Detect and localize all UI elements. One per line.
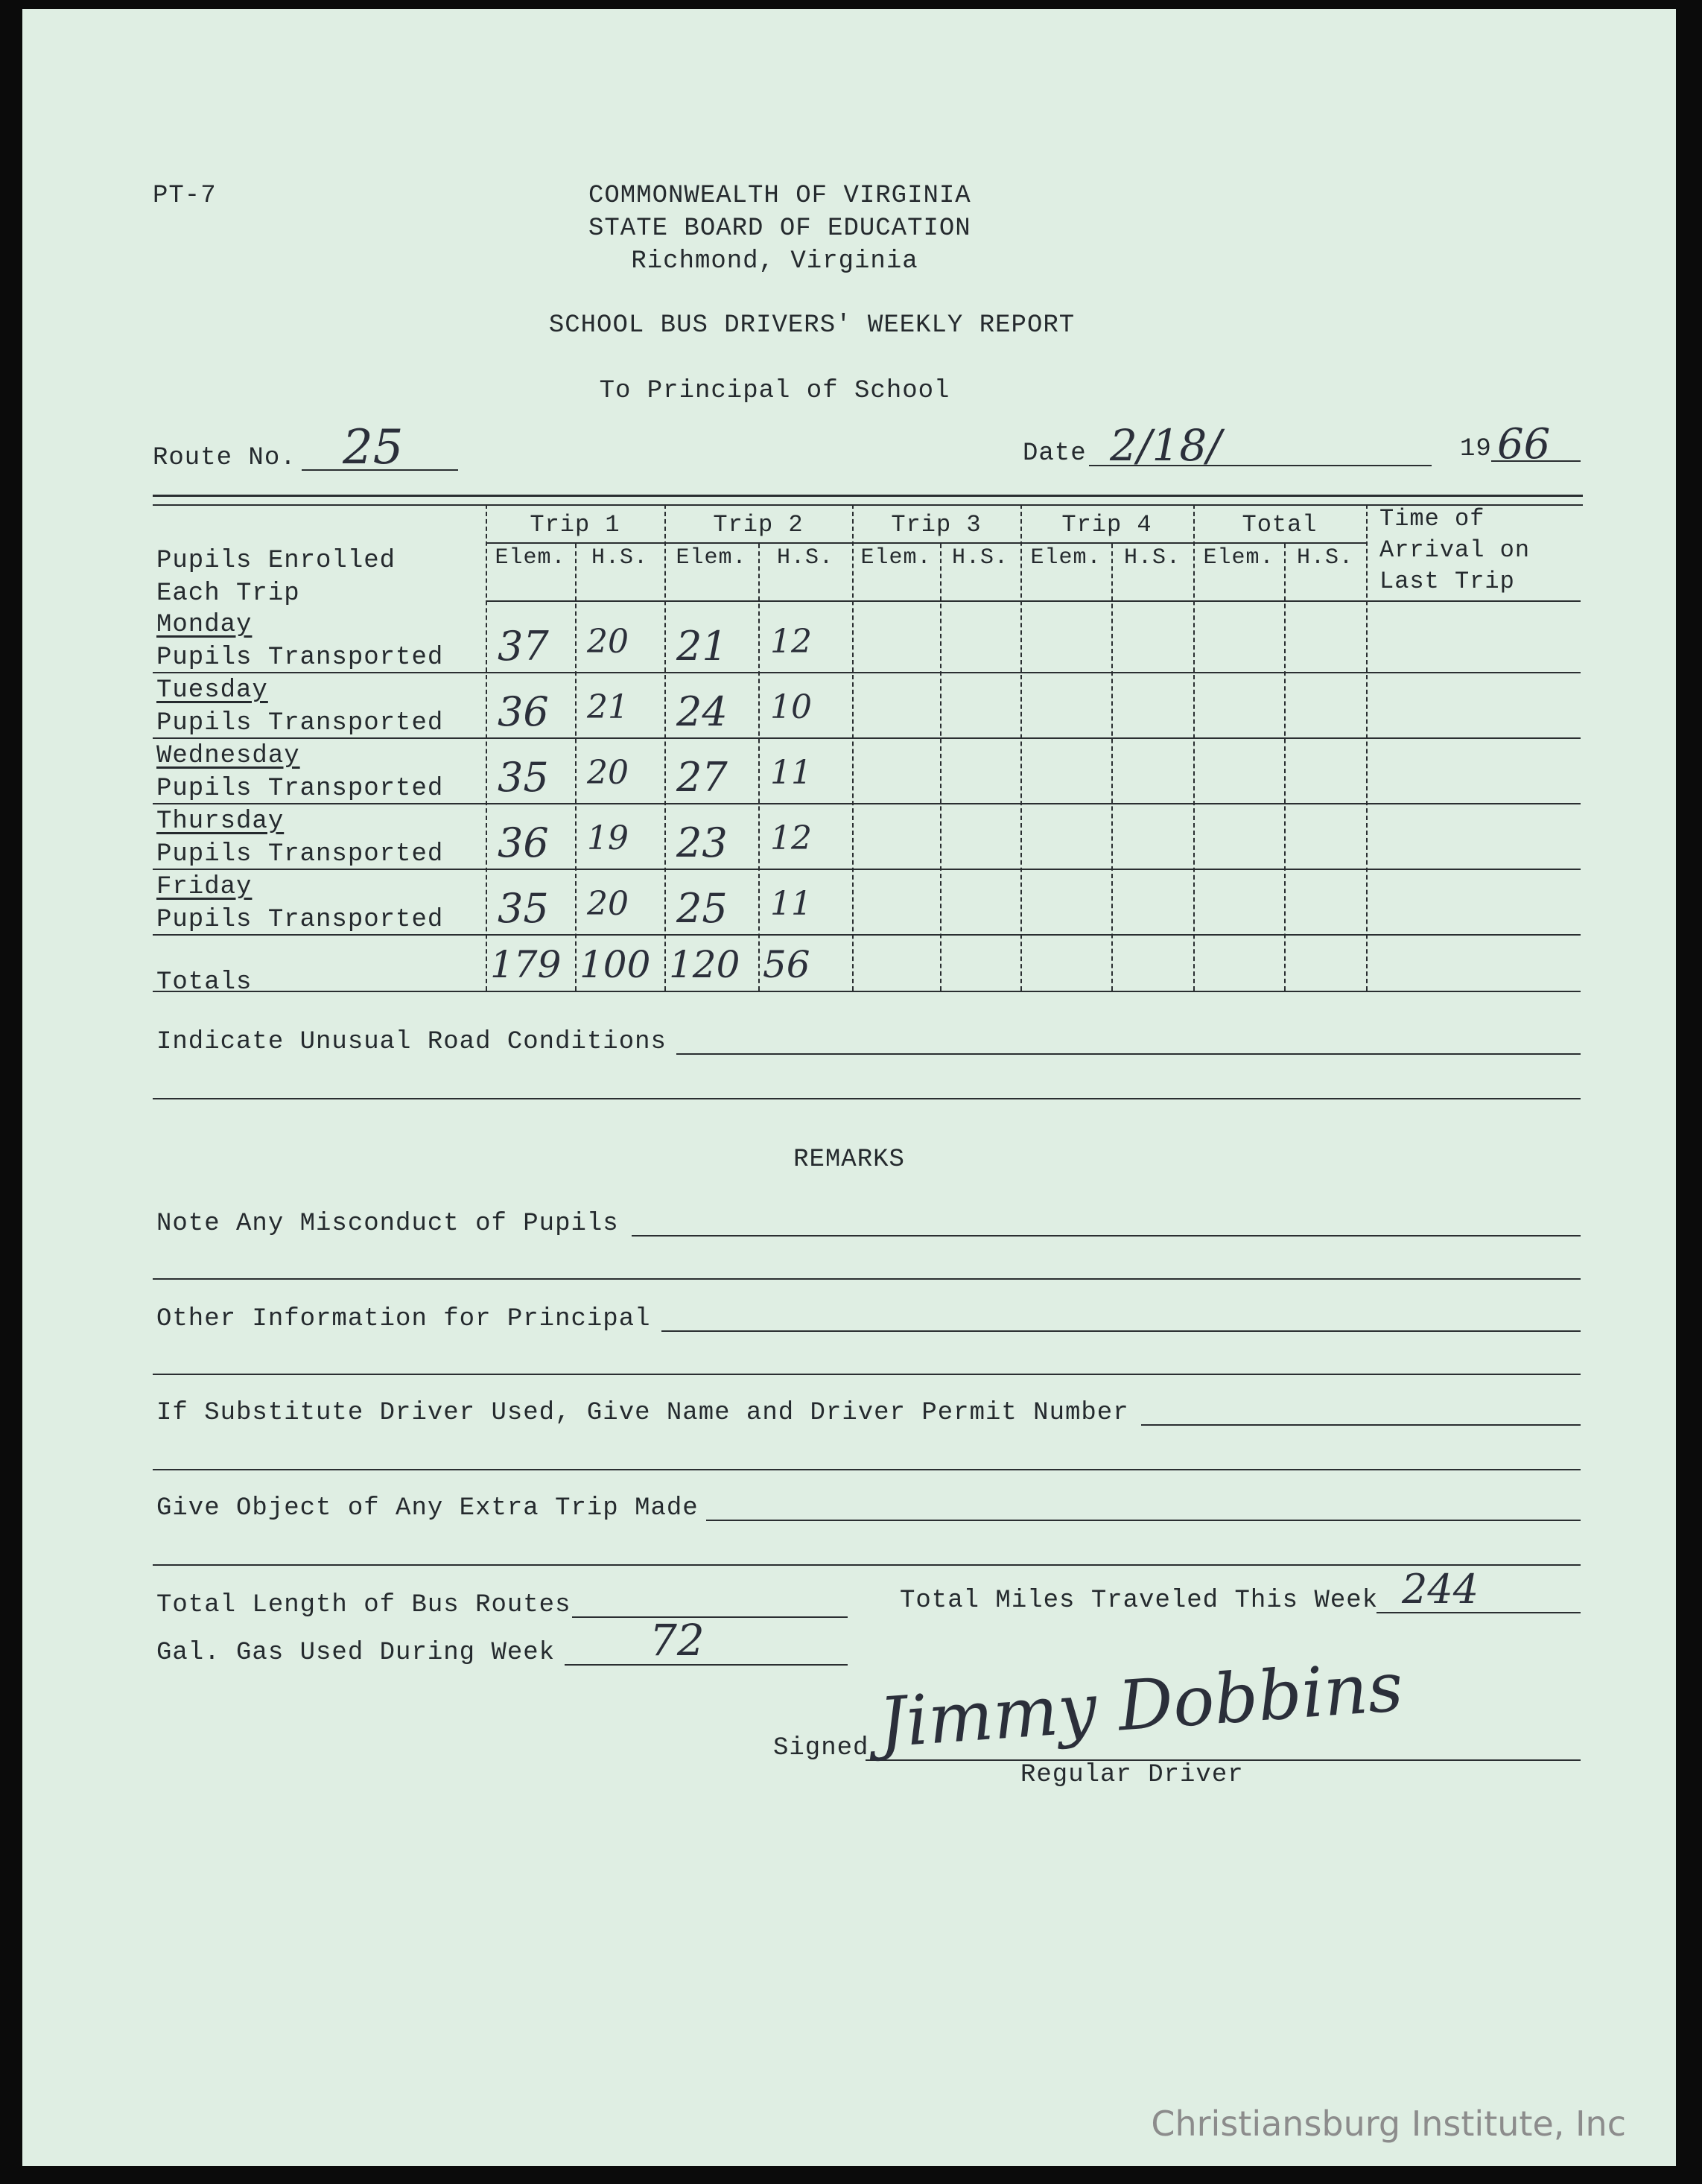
pupil-count-cell: 20 (587, 754, 629, 792)
road-conditions-line[interactable] (676, 1053, 1581, 1055)
route-label: Route No. (153, 444, 296, 472)
pupil-count-cell: 35 (498, 885, 549, 932)
substitute-label: If Substitute Driver Used, Give Name and Driver Permit Number (156, 1399, 1129, 1427)
date-value: 2/18/ (1110, 420, 1222, 471)
sub-header-cell: H.S. (776, 545, 833, 571)
signed-label: Signed (773, 1734, 869, 1762)
sub-header-cell: Elem. (495, 545, 566, 571)
extra-trip-line-2[interactable] (153, 1564, 1581, 1566)
column-line (1284, 544, 1286, 991)
column-line (758, 544, 760, 991)
pupil-count-cell: 11 (770, 885, 812, 923)
enrolled-label-2: Each Trip (156, 580, 300, 608)
pupil-count-cell: 25 (676, 885, 728, 932)
time-header-1: Time of (1379, 505, 1485, 533)
pupil-count-cell: 21 (587, 688, 629, 726)
pupil-count-cell: 23 (676, 819, 728, 866)
transported-label: Pupils Transported (156, 644, 444, 672)
sub-header-cell: Elem. (676, 545, 747, 571)
total-cell: 120 (669, 943, 740, 986)
column-line (575, 544, 577, 991)
column-line (1366, 504, 1368, 991)
extra-trip-label: Give Object of Any Extra Trip Made (156, 1494, 699, 1523)
misconduct-line-2[interactable] (153, 1278, 1581, 1280)
sub-header-cell: H.S. (951, 545, 1009, 571)
sub-header-cell: H.S. (1296, 545, 1353, 571)
miles-label: Total Miles Traveled This Week (900, 1587, 1379, 1615)
year-prefix: 19 (1460, 435, 1492, 463)
column-line (1193, 504, 1195, 991)
time-header-2: Arrival on (1379, 536, 1531, 564)
table-top-rule (153, 495, 1583, 497)
pupil-count-cell: 12 (770, 623, 812, 661)
misconduct-label: Note Any Misconduct of Pupils (156, 1210, 619, 1238)
row-rule (153, 737, 1581, 739)
road-conditions-line-2[interactable] (153, 1098, 1581, 1099)
gas-label: Gal. Gas Used During Week (156, 1639, 556, 1667)
transported-label: Pupils Transported (156, 775, 444, 803)
trip-1-header: Trip 1 (530, 511, 620, 539)
transported-label: Pupils Transported (156, 840, 444, 869)
total-cell: 179 (490, 943, 562, 986)
header-line-2: STATE BOARD OF EDUCATION (588, 215, 971, 243)
miles-value: 244 (1402, 1566, 1479, 1613)
pupil-count-cell: 11 (770, 754, 812, 792)
pupil-count-cell: 36 (498, 819, 549, 866)
date-label: Date (1023, 439, 1087, 468)
time-header-3: Last Trip (1379, 568, 1515, 595)
trip-3-header: Trip 3 (891, 511, 982, 539)
pupil-count-cell: 21 (676, 623, 728, 670)
substitute-line[interactable] (1141, 1424, 1581, 1426)
signature: Jimmy Dobbins (876, 1646, 1406, 1763)
report-subtitle: To Principal of School (599, 377, 950, 405)
transported-label: Pupils Transported (156, 906, 444, 934)
row-rule (153, 869, 1581, 870)
other-info-line-2[interactable] (153, 1374, 1581, 1375)
other-info-line[interactable] (661, 1330, 1581, 1332)
pupil-count-cell: 10 (770, 688, 812, 726)
misconduct-line[interactable] (632, 1235, 1581, 1237)
sub-header-cell: Elem. (1203, 545, 1274, 571)
trip-2-header: Trip 2 (713, 511, 804, 539)
form-code: PT-7 (153, 182, 217, 210)
sub-header-cell: H.S. (591, 545, 648, 571)
road-conditions-label: Indicate Unusual Road Conditions (156, 1028, 667, 1056)
trip-header-rule (486, 542, 1366, 544)
row-rule (153, 934, 1581, 936)
total-cell: 100 (579, 943, 651, 986)
header-line-3: Richmond, Virginia (631, 247, 918, 276)
table-bottom-rule (153, 991, 1581, 992)
total-cell: 56 (763, 943, 810, 986)
driver-label: Regular Driver (1020, 1761, 1244, 1789)
pupil-count-cell: 12 (770, 819, 812, 857)
year-value: 66 (1497, 420, 1551, 469)
column-line (1111, 544, 1113, 991)
header-line-1: COMMONWEALTH OF VIRGINIA (588, 182, 971, 210)
totals-label: Totals (156, 968, 253, 997)
trip-4-header: Trip 4 (1061, 511, 1152, 539)
other-info-label: Other Information for Principal (156, 1305, 651, 1333)
route-length-line[interactable] (572, 1616, 848, 1618)
pupil-count-cell: 20 (587, 885, 629, 923)
pupil-count-cell: 36 (498, 688, 549, 735)
watermark: Christiansburg Institute, Inc (1151, 2104, 1626, 2144)
sub-header-rule (486, 600, 1581, 602)
column-line (940, 544, 942, 991)
pupil-count-cell: 19 (587, 819, 629, 857)
total-header: Total (1242, 511, 1318, 539)
route-value: 25 (343, 420, 404, 475)
form-paper (22, 9, 1676, 2166)
pupil-count-cell: 20 (587, 623, 629, 661)
pupil-count-cell: 24 (676, 688, 728, 735)
day-label: Wednesday (156, 742, 300, 770)
gas-value: 72 (650, 1615, 705, 1666)
table-top-rule-2 (153, 504, 1583, 506)
extra-trip-line[interactable] (706, 1520, 1581, 1521)
sub-header-cell: Elem. (1030, 545, 1102, 571)
pupil-count-cell: 27 (676, 754, 728, 801)
column-line (852, 504, 854, 991)
pupil-count-cell: 35 (498, 754, 549, 801)
enrolled-label-1: Pupils Enrolled (156, 547, 396, 575)
day-label: Monday (156, 611, 253, 639)
day-label: Thursday (156, 807, 285, 836)
column-line (664, 504, 666, 991)
report-title: SCHOOL BUS DRIVERS' WEEKLY REPORT (548, 311, 1076, 340)
day-label: Friday (156, 873, 253, 901)
row-rule (153, 803, 1581, 804)
transported-label: Pupils Transported (156, 709, 444, 737)
gas-line[interactable] (565, 1664, 848, 1666)
column-line (486, 504, 487, 991)
row-rule (153, 672, 1581, 673)
day-label: Tuesday (156, 676, 268, 705)
sub-header-cell: H.S. (1123, 545, 1181, 571)
route-length-label: Total Length of Bus Routes (156, 1591, 571, 1619)
pupil-count-cell: 37 (498, 623, 549, 670)
remarks-heading: REMARKS (793, 1146, 905, 1174)
column-line (1020, 504, 1022, 991)
substitute-line-2[interactable] (153, 1469, 1581, 1470)
sub-header-cell: Elem. (860, 545, 932, 571)
